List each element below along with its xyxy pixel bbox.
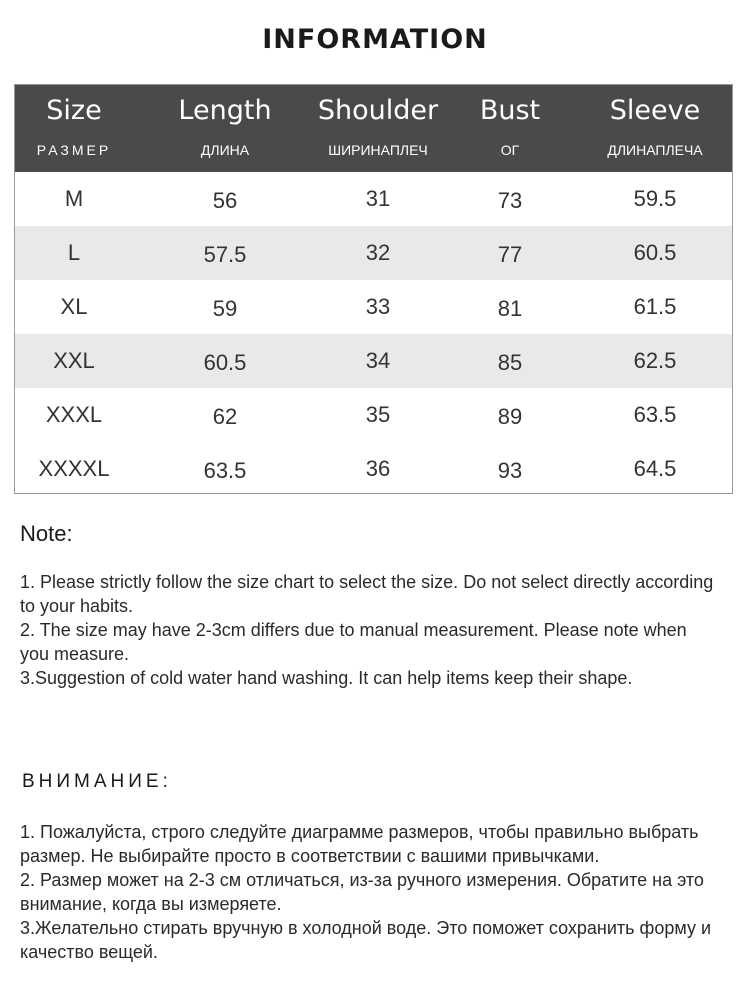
cell-sleeve: 64.5 [633, 456, 677, 481]
vnimanie-item: 2. Размер может на 2-3 см отличаться, из-за ручного измерения. Обратите на это внимание, когда вы измеряете. [20, 870, 704, 914]
cell-length: 56 [212, 188, 238, 213]
vnimanie-item: 3.Желательно стирать вручную в холодной воде. Это поможет сохранить форму и качество вещей. [20, 918, 712, 962]
cell-size: XL [60, 294, 88, 319]
cell-length: 57.5 [203, 242, 247, 267]
header-shoulder-ru: ШИРИНАПЛЕЧ [328, 142, 428, 158]
header-length [165, 85, 285, 172]
table-row [15, 388, 732, 442]
cell-length: 62 [212, 404, 238, 429]
note-item: 1. Please strictly follow the size chart to select the size. Do not select directly according to your habits. [20, 572, 714, 616]
note-list [20, 570, 720, 690]
header-sleeve-ru: ДЛИНАПЛЕЧА [607, 142, 703, 158]
cell-length: 63.5 [203, 458, 247, 483]
cell-sleeve: 62.5 [633, 348, 677, 373]
page-title: INFORMATION [262, 24, 488, 55]
cell-bust: 77 [497, 242, 523, 267]
table-row [15, 442, 732, 496]
note-heading: Note: [20, 521, 73, 546]
cell-sleeve: 61.5 [633, 294, 677, 319]
cell-length: 60.5 [203, 350, 247, 375]
table-row [15, 280, 732, 334]
cell-bust: 73 [497, 188, 523, 213]
header-bust-en: Bust [479, 95, 541, 126]
header-sleeve [585, 85, 725, 172]
table-row [15, 226, 732, 280]
header-size-en: Size [46, 95, 102, 126]
cell-size: XXXXL [38, 456, 110, 481]
cell-shoulder: 36 [365, 456, 391, 481]
cell-length: 59 [212, 296, 238, 321]
size-table [14, 84, 733, 494]
cell-size: XXL [53, 348, 95, 373]
cell-size: XXXL [45, 402, 103, 427]
table-row [15, 172, 732, 226]
cell-sleeve: 59.5 [633, 186, 677, 211]
header-size [15, 85, 133, 172]
header-shoulder [315, 85, 441, 172]
header-bust [465, 85, 555, 172]
cell-size: L [67, 240, 81, 265]
vnimanie-item: 1. Пожалуйста, строго следуйте диаграмме размеров, чтобы правильно выбрать размер. Не выбирайте просто в соответствии с вашими привычками. [20, 822, 699, 866]
cell-shoulder: 31 [365, 186, 391, 211]
cell-size: M [64, 186, 84, 211]
header-size-ru: РАЗМЕР [36, 142, 112, 158]
cell-bust: 85 [497, 350, 523, 375]
cell-bust: 93 [497, 458, 523, 483]
cell-sleeve: 63.5 [633, 402, 677, 427]
cell-bust: 89 [497, 404, 523, 429]
vnimanie-list [20, 820, 720, 964]
cell-shoulder: 32 [365, 240, 391, 265]
header-length-ru: ДЛИНА [200, 142, 250, 158]
table-header [15, 85, 732, 172]
table-row [15, 334, 732, 388]
cell-bust: 81 [497, 296, 523, 321]
header-shoulder-en: Shoulder [317, 95, 439, 126]
note-item: 2. The size may have 2-3cm differs due to manual measurement. Please note when you measure. [20, 620, 687, 664]
note-item: 3.Suggestion of cold water hand washing. It can help items keep their shape. [20, 668, 633, 688]
cell-shoulder: 34 [365, 348, 391, 373]
vnimanie-heading: ВНИМАНИЕ: [22, 771, 172, 792]
cell-sleeve: 60.5 [633, 240, 677, 265]
header-sleeve-en: Sleeve [609, 95, 701, 126]
header-length-en: Length [178, 95, 272, 126]
header-bust-ru: ОГ [500, 142, 520, 158]
cell-shoulder: 35 [365, 402, 391, 427]
cell-shoulder: 33 [365, 294, 391, 319]
